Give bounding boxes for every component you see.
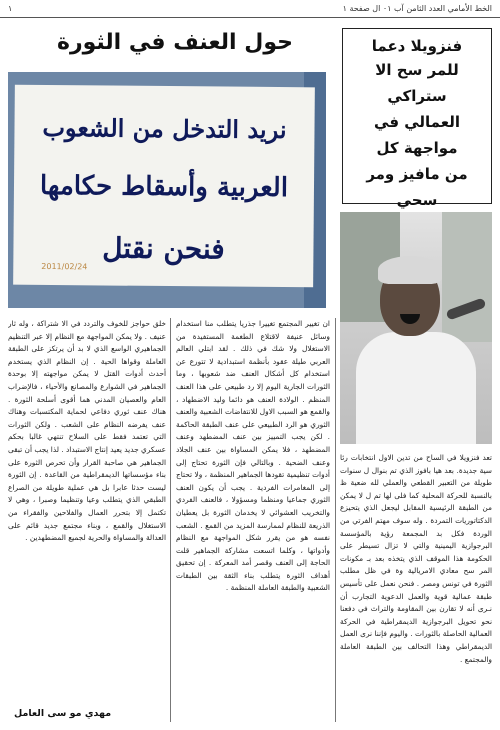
sidebox-line-3: العمالي في مواجهة كل xyxy=(374,113,460,157)
column-divider xyxy=(335,318,336,722)
sidebox-line-4: من مافيز ومر سحي xyxy=(366,165,468,209)
sidebox-line-2: للمر سح الا ستراكي xyxy=(375,61,459,105)
protest-sign xyxy=(13,85,315,288)
sidebar-headline-box xyxy=(342,28,492,209)
article-column-right: تعد فنزويلا في الساح من تدين الاول انتخابات رئا سية جديدة. بعد هيا بافوز الذي تم بنوال ل سنوات طويلة من التعبير القطعي والعملي لله ضعية ظ بالنسبة للحركة المحلية كما فلى لها تم ل لا يمكن من الطبقة الرئيسية المقابل ليجعل الذي يتحيزع الدكتاتوريات التمردة . وله سوف مهتم الفرتي من الوردة فكل بد المجمعة رؤية بالمؤسسة البرجوازية اليمينية والتي لا تزال تسيطر على الحكومة هذا الموقف الذي يتخذه بعد بـ مكونات المر سح معادي الامريالية وة في ظل مطلب الثورة في تونس ومصر . فنحن نعمل على تأسيس طبقة عمالية قوية والعمل الدعوية التجارب أن نـرى أنه لا تقارن بين المقاومة والتراث في دفعنا نحو تحويل البرجوازية الديمقراطية في الحركة العمالية الحاصلة بالثورات . واليوم فإننا نرى العمل الديمقراطي وهذا التحالف بين الطبقة العاملة والمجتمع . xyxy=(340,453,492,664)
speaker-photo xyxy=(340,212,492,444)
photo-date: 2011/02/24 xyxy=(41,261,88,272)
article-headline: حول العنف في الثورة xyxy=(56,30,293,55)
sign-line-3: فنحن نقتل xyxy=(102,231,225,266)
page-number: ١ xyxy=(8,4,13,13)
column-divider xyxy=(170,318,171,722)
protest-banner-photo xyxy=(8,72,326,308)
sign-line-1: نريد التدخل من الشعوب xyxy=(42,112,287,145)
article-column-middle: ان تغيير المجتمع تغييرا جذريا يتطلب منا استخدام وسائل عنيفة لاقتلاع الطغمة المستفيدة من الاستغلال ولا شك في ذلك . لقد ابتلي العالم العربي طيلة عقود بأنظمة استبدادية لا تتورع عن استخدام كل أشكال العنف ضد شعوبها ، وما الثورات الجارية اليوم إلا رد طبيعي على هذا العنف المنظم . الولادة العنف هو دائما وليد الاضطهاد ، والقمع هو السبب الاول للانتفاضات الشعبية والعنف الثوري هو الرد الطبيعي على عنف الطبقة الحاكمة . لكن يجب التمييز بين عنف المضطهد وعنف المضطهد ، فلا يمكن المساواة بين عنف الجلاد وعنف الضحية . وبالتالي فإن الثورة تحتاج إلى أدوات تنظيمية تقودها الجماهير المنظمة ، ولا تحتاج إلى المغامرات الفردية . يجب أن يكون العنف الثوري جماعيا ومنظما ومسؤولا ، فالعنف الفردي والتخريب العشوائي لا يخدمان الثورة بل يعطيان الذريعة للنظام لممارسة المزيد من القمع . الشعب نفسه هو من يقرر شكل المواجهة مع النظام وأدواتها ، وكلما اتسعت مشاركة الجماهير قلت الحاجة إلى العنف وقصر أمد المعركة . إن تحقيق أهداف الثورة يتطلب بناء الثقة بين الطبقات الشعبية والطبقة العاملة المنظمة . xyxy=(176,319,330,593)
sign-line-2: العربية وأسقاط حكامها xyxy=(39,170,289,204)
sidebox-line-1: فنزويلا دعما xyxy=(371,37,463,55)
page-header xyxy=(0,0,500,18)
article-column-left: خلق حواجز للخوف والتردد في الا شتراكة ، وله ثار عنيف . ولا يمكن المواجهة مع النظام إلا عبر التنظيم الجماهيري الواسع الذي لا بد أن يرتكز على الطبقة العاملة وقواها الحية . إن النظام الذي يستخدم أحدث أدوات القتل لا يمكن مواجهته إلا بوحدة الجماهير في الشوارع والمصانع والأحياء ، فالإضراب العام والعصيان المدني هما أقوى أسلحة الثورة . هناك عنف ثوري دفاعي لحماية المكتسبات وهناك عنف يفرضه النظام على الشعب . ولكن الثورات التي تعتمد فقط على السلاح تنتهي غالبا بحكم عسكري جديد يعيد إنتاج الاستبداد . لذا يجب أن تبقى الجماهير هي صاحبة القرار وأن تحرص الثورة على بناء مؤسساتها الديمقراطية من القاعدة . إن الثورة ليست حدثا عابرا بل هي عملية طويلة من الصراع الطبقي الذي يتطلب وعيا وتنظيما وصبرا ، وهي لا تكتمل إلا بتحرر العمال والفلاحين والفقراء من الاستغلال والقمع ، وبناء مجتمع جديد قائم على العدالة والمساواة والحرية لجميع المضطهدين . xyxy=(8,319,166,543)
author-byline: مهدي مو سى العامل xyxy=(14,708,112,719)
masthead-text: الخط الأمامي العدد الثامن آب ٠١ ال صفحة ١ xyxy=(342,4,492,13)
